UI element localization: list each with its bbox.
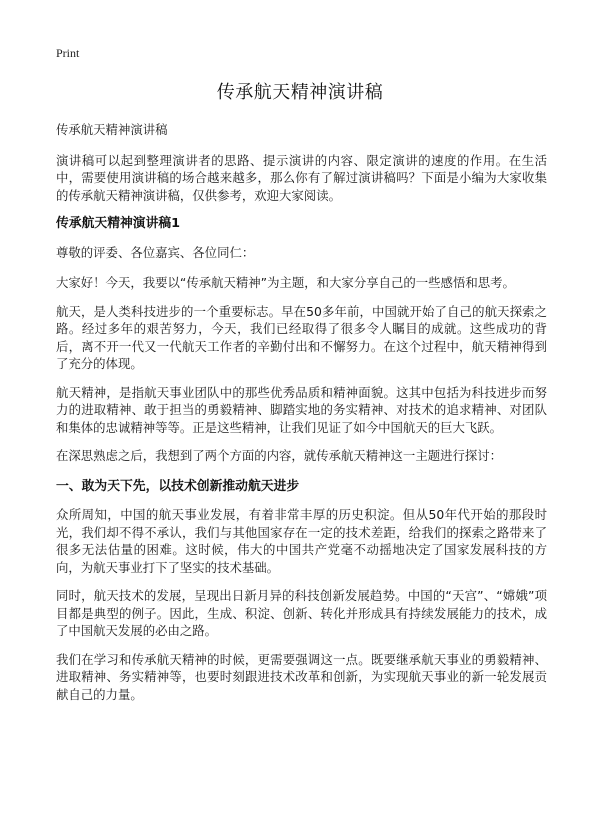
paragraph: 众所周知，中国的航天事业发展，有着非常丰厚的历史积淀。但从50年代开始的那段时光，我们却不得不承认，我们与其他国家存在一定的技术差距，给我们的探索之路带来了很多无法估量的困难。这时候，伟大的中国共产党毫不动摇地决定了国家发展科技的方向，为航天事业打下了坚实的技术基础。 [56,507,547,575]
section-heading: 传承航天精神演讲稿1 [56,216,181,231]
print-link[interactable]: Print [56,46,80,60]
paragraph: 我们在学习和传承航天精神的时候，更需要强调这一点。既要继承航天事业的勇毅精神、进取精神、务实精神等，也要时刻跟进技术改革和创新，为实现航天事业的新一轮发展贡献自己的力量。 [56,651,547,702]
intro-paragraph: 演讲稿可以起到整理演讲者的思路、提示演讲的内容、限定演讲的速度的作用。在生活中，需要使用演讲稿的场合越来越多，那么你有了解过演讲稿吗？下面是小编为大家收集的传承航天精神演讲稿，仅供参考，欢迎大家阅读。 [56,152,547,203]
paragraph: 航天精神，是指航天事业团队中的那些优秀品质和精神面貌。这其中包括为科技进步而努力的进取精神、敢于担当的勇毅精神、脚踏实地的务实精神、对技术的追求精神、对团队和集体的忠诚精神等等。正是这些精神，让我们见证了如今中国航天的巨大飞跃。 [56,384,547,435]
document-body [56,121,547,714]
paragraph: 航天，是人类科技进步的一个重要标志。早在50多年前，中国就开始了自己的航天探索之路。经过多年的艰苦努力，今天，我们已经取得了很多令人瞩目的成就。这些成功的背后，离不开一代又一代航天工作者的辛勤付出和不懈努力。在这个过程中，航天精神得到了充分的体现。 [56,303,547,371]
paragraph: 同时，航天技术的发展，呈现出日新月异的科技创新发展趋势。中国的“天宫”、“嫦娥”项目都是典型的例子。因此，生成、积淀、创新、转化并形成具有持续发展能力的技术，成了中国航天发展的必由之路。 [56,588,547,638]
subheading: 一、敢为天下先，以技术创新推动航天进步 [56,478,300,494]
salutation: 尊敬的评委、各位嘉宾、各位同仁： [56,244,255,260]
paragraph: 在深思熟虑之后，我想到了两个方面的内容，就传承航天精神这一主题进行探讨： [56,448,503,463]
document-subtitle: 传承航天精神演讲稿 [56,122,168,137]
page-title: 传承航天精神演讲稿 [216,82,384,103]
paragraph: 大家好！今天，我要以“传承航天精神”为主题，和大家分享自己的一些感悟和思考。 [56,275,515,290]
